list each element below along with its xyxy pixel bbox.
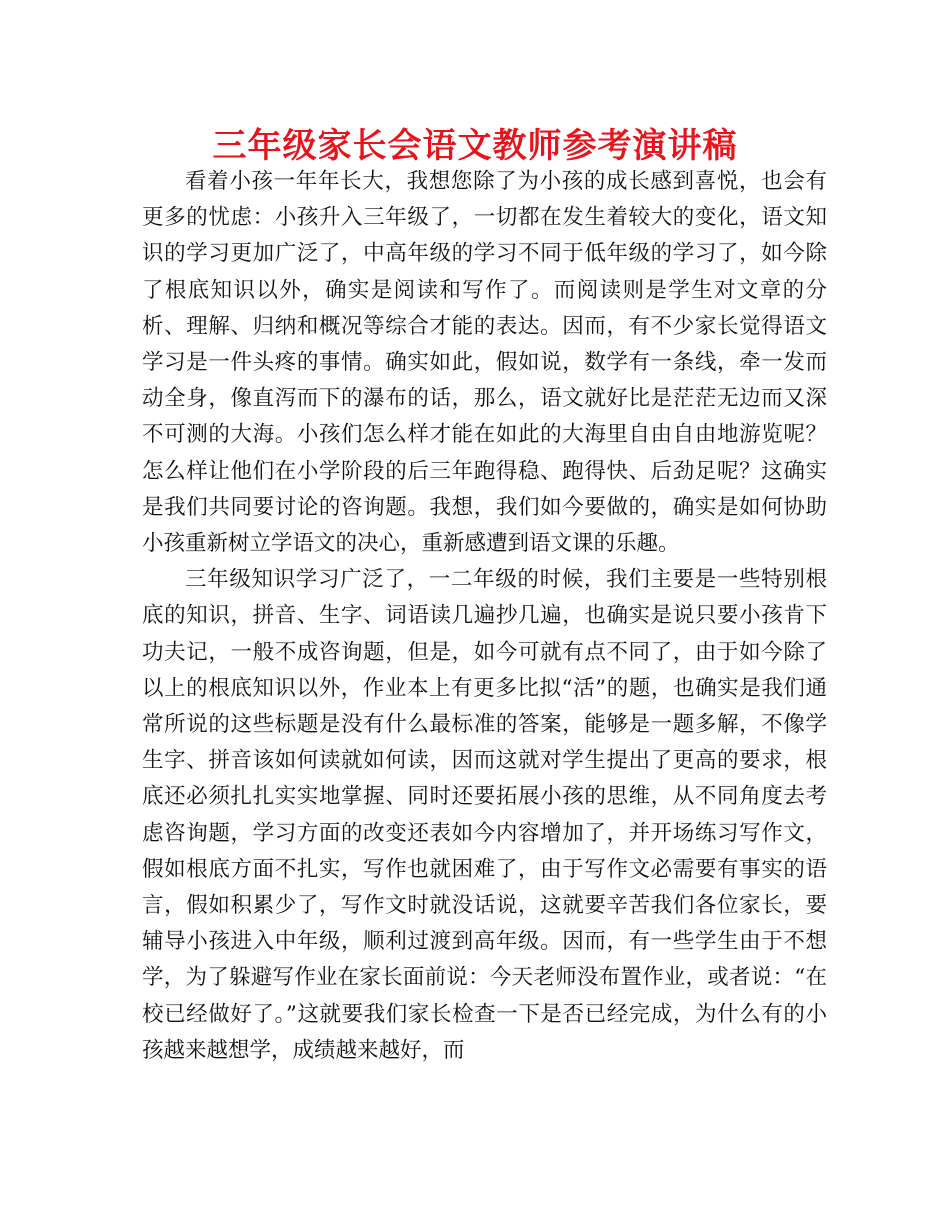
document-title: 三年级家长会语文教师参考演讲稿	[212, 126, 738, 166]
paragraph-1: 看着小孩一年年长大，我想您除了为小孩的成长感到喜悦，也会有更多的忧虑：小孩升入三年级了，一切都在发生着较大的变化，语文知识的学习更加广泛了，中高年级的学习不同于低年级的学习了，如今除了根底知识以外，确实是阅读和写作了。而阅读则是学生对文章的分析、理解、归纳和概况等综合才能的表达。因而，有不少家长觉得语文学习是一件头疼的事情。确实如此，假如说，数学有一条线，牵一发而动全身，像直泻而下的瀑布的话，那么，语文就好比是茫茫无边而又深不可测的大海。小孩们怎么样才能在如此的大海里自由自由地游览呢？怎么样让他们在小学阶段的后三年跑得稳、跑得快、后劲足呢？这确实是我们共同要讨论的咨询题。我想，我们如今要做的，确实是如何协助小孩重新树立学语文的决心，重新感遭到语文课的乐趣。	[142, 169, 827, 557]
paragraph-2: 三年级知识学习广泛了，一二年级的时候，我们主要是一些特别根底的知识，拼音、生字、词语读几遍抄几遍，也确实是说只要小孩肯下功夫记，一般不成咨询题，但是，如今可就有点不同了，由于如今除了以上的根底知识以外，作业本上有更多比拟“活”的题，也确实是我们通常所说的这些标题是没有什么最标准的答案，能够是一题多解，不像学生字、拼音该如何读就如何读，因而这就对学生提出了更高的要求，根底还必须扎扎实实地掌握、同时还要拓展小孩的思维，从不同角度去考虑咨询题，学习方面的改变还表如今内容增加了，并开场练习写作文，假如根底方面不扎实，写作也就困难了，由于写作文必需要有事实的语言，假如积累少了，写作文时就没话说，这就要辛苦我们各位家长，要辅导小孩进入中年级，顺利过渡到高年级。因而，有一些学生由于不想学，为了躲避写作业在家长面前说：今天老师没布置作业，或者说：“在校已经做好了。”这就要我们家长检查一下是否已经完成，为什么有的小孩越来越想学，成绩越来越好，而	[142, 567, 827, 1063]
document-body	[142, 164, 827, 1069]
